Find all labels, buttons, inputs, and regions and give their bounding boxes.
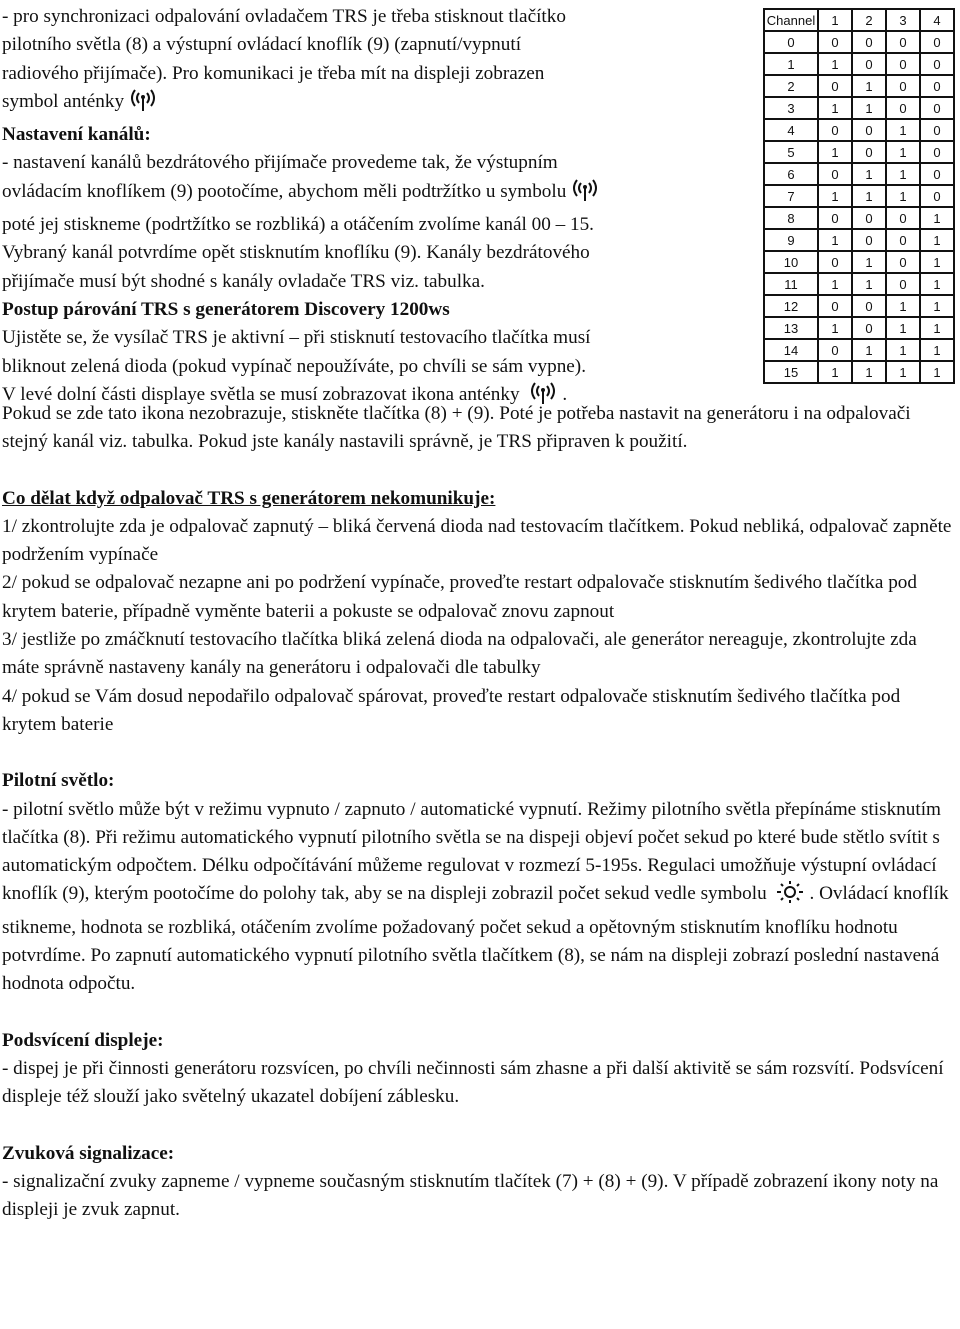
switch-bit-cell: 0 bbox=[818, 163, 852, 185]
antenna-icon bbox=[125, 88, 161, 121]
intro-line: pilotního světla (8) a výstupní ovládací knoflík (9) (zapnutí/vypnutí bbox=[2, 34, 522, 56]
top-text bbox=[2, 3, 762, 414]
switch-bit-cell: 0 bbox=[852, 141, 886, 163]
col-header: 2 bbox=[852, 9, 886, 31]
trouble-item: 1/ zkontrolujte zda je odpalovač zapnutý – bliká červená dioda nad testovacím tlačítkem. Pokud nebliká, odpalovač zapněte podržením vypínače bbox=[2, 515, 952, 566]
switch-bit-cell: 0 bbox=[920, 141, 954, 163]
col-header: 1 bbox=[818, 9, 852, 31]
channel-number-cell: 8 bbox=[764, 207, 818, 229]
channel-number-cell: 2 bbox=[764, 75, 818, 97]
switch-bit-cell: 1 bbox=[920, 273, 954, 295]
table-row bbox=[764, 31, 954, 53]
switch-bit-cell: 0 bbox=[818, 75, 852, 97]
switch-bit-cell: 1 bbox=[886, 317, 920, 339]
switch-bit-cell: 0 bbox=[818, 119, 852, 141]
switch-bit-cell: 1 bbox=[886, 163, 920, 185]
top-section bbox=[2, 3, 958, 405]
table-row bbox=[764, 97, 954, 119]
backlight-heading: Podsvícení displeje: bbox=[2, 1029, 164, 1051]
antenna-icon bbox=[567, 178, 603, 211]
table-row bbox=[764, 361, 954, 383]
switch-bit-cell: 0 bbox=[920, 119, 954, 141]
channels-line: Vybraný kanál potvrdíme opět stisknutím knoflíku (9). Kanály bezdrátového bbox=[2, 242, 590, 264]
channel-number-cell: 10 bbox=[764, 251, 818, 273]
channels-line: přijímače musí být shodné s kanály ovladače TRS viz. tabulka. bbox=[2, 270, 485, 292]
switch-bit-cell: 1 bbox=[852, 163, 886, 185]
table-row bbox=[764, 273, 954, 295]
switch-bit-cell: 1 bbox=[852, 339, 886, 361]
intro-line: radiového přijímače). Pro komunikaci je třeba mít na displeji zobrazen bbox=[2, 62, 545, 84]
pairing-heading: Postup párování TRS s generátorem Discovery 1200ws bbox=[2, 298, 450, 320]
channel-number-cell: 1 bbox=[764, 53, 818, 75]
channel-number-cell: 5 bbox=[764, 141, 818, 163]
backlight-text: - dispej je při činnosti generátoru rozsvícen, po chvíli nečinnosti sám zhasne a při další aktivitě se sám rozsvítí. Podsvícení displeje též slouží jako světelný ukazatel dobíjení záblesku. bbox=[2, 1057, 944, 1108]
table-row bbox=[764, 295, 954, 317]
switch-bit-cell: 1 bbox=[920, 361, 954, 383]
col-header: 4 bbox=[920, 9, 954, 31]
switch-bit-cell: 0 bbox=[852, 207, 886, 229]
channel-number-cell: 11 bbox=[764, 273, 818, 295]
table-row bbox=[764, 185, 954, 207]
switch-bit-cell: 0 bbox=[818, 31, 852, 53]
channel-number-cell: 9 bbox=[764, 229, 818, 251]
switch-bit-cell: 1 bbox=[920, 229, 954, 251]
channel-number-cell: 14 bbox=[764, 339, 818, 361]
switch-bit-cell: 1 bbox=[920, 339, 954, 361]
channels-heading: Nastavení kanálů: bbox=[2, 124, 151, 146]
switch-bit-cell: 0 bbox=[920, 53, 954, 75]
trouble-item: 3/ jestliže po zmáčknutí testovacího tlačítka bliká zelená dioda na odpalovači, ale generátor nereaguje, zkontrolujte zda máte správně nastaveny kanály na generátoru i odpalovači dle tabulky bbox=[2, 629, 917, 679]
table-row bbox=[764, 141, 954, 163]
switch-bit-cell: 1 bbox=[818, 273, 852, 295]
switch-bit-cell: 1 bbox=[818, 317, 852, 339]
switch-bit-cell: 0 bbox=[852, 317, 886, 339]
table-row bbox=[764, 207, 954, 229]
switch-bit-cell: 0 bbox=[920, 31, 954, 53]
channel-number-cell: 13 bbox=[764, 317, 818, 339]
switch-bit-cell: 1 bbox=[852, 75, 886, 97]
trouble-item: 4/ pokud se Vám dosud nepodařilo odpalovač spárovat, proveďte restart odpalovače stisknutím šedivého tlačítka pod krytem baterie bbox=[2, 685, 901, 735]
switch-bit-cell: 0 bbox=[852, 119, 886, 141]
switch-bit-cell: 1 bbox=[886, 185, 920, 207]
switch-bit-cell: 1 bbox=[886, 295, 920, 317]
channel-table-wrap bbox=[763, 8, 955, 384]
switch-bit-cell: 1 bbox=[852, 97, 886, 119]
pairing-text-end: . bbox=[562, 383, 568, 405]
switch-bit-cell: 1 bbox=[852, 185, 886, 207]
channel-number-cell: 6 bbox=[764, 163, 818, 185]
pilot-heading: Pilotní světlo: bbox=[2, 770, 115, 792]
table-row bbox=[764, 163, 954, 185]
pilot-text-part: . Ovládací knoflík stikneme, hodnota se rozbliká, otáčením zvolíme požadovaný počet sekud a opětovným stisknutím knoflíku hodnotu potvrdíme. Po zapnutí automatického vypnutí pilotního světla tlačítkem (8), se nám na displeji zobrazí poslední nastavená hodnota odpočtu. bbox=[2, 883, 949, 995]
switch-bit-cell: 0 bbox=[886, 97, 920, 119]
sound-text: - signalizační zvuky zapneme / vypneme současným stisknutím tlačítek (7) + (8) + (9). V případě zobrazení ikony noty na displeji je zvuk zapnut. bbox=[2, 1170, 939, 1221]
pairing-continued: Pokud se zde tato ikona nezobrazuje, stiskněte tlačítka (8) + (9). Poté je potřeba nastavit na generátoru i na odpalovači stejný kanál viz. tabulka. Pokud jste kanály nastavili správně, je TRS připraven k použití. bbox=[2, 403, 911, 453]
intro-text: symbol anténky bbox=[2, 90, 125, 112]
table-row bbox=[764, 251, 954, 273]
switch-bit-cell: 0 bbox=[852, 31, 886, 53]
switch-bit-cell: 0 bbox=[886, 273, 920, 295]
switch-bit-cell: 1 bbox=[852, 273, 886, 295]
channels-text: ovládacím knoflíkem (9) pootočíme, abychom měli podtržítko u symbolu bbox=[2, 180, 567, 202]
table-row bbox=[764, 229, 954, 251]
trouble-heading: Co dělat když odpalovač TRS s generátorem nekomunikuje: bbox=[2, 487, 496, 509]
switch-bit-cell: 0 bbox=[920, 75, 954, 97]
switch-bit-cell: 1 bbox=[886, 141, 920, 163]
switch-bit-cell: 0 bbox=[886, 251, 920, 273]
switch-bit-cell: 1 bbox=[818, 185, 852, 207]
channel-number-cell: 12 bbox=[764, 295, 818, 317]
switch-bit-cell: 0 bbox=[852, 295, 886, 317]
pairing-line bbox=[2, 381, 762, 414]
table-row bbox=[764, 119, 954, 141]
switch-bit-cell: 1 bbox=[818, 53, 852, 75]
channel-table-body bbox=[764, 31, 954, 383]
document-page bbox=[2, 3, 958, 1224]
intro-line bbox=[2, 88, 762, 121]
switch-bit-cell: 0 bbox=[852, 53, 886, 75]
switch-bit-cell: 1 bbox=[920, 295, 954, 317]
switch-bit-cell: 1 bbox=[818, 229, 852, 251]
switch-bit-cell: 0 bbox=[852, 229, 886, 251]
channels-line: poté jej stiskneme (podrtžítko se rozbliká) a otáčením zvolíme kanál 00 – 15. bbox=[2, 214, 594, 236]
switch-bit-cell: 1 bbox=[886, 361, 920, 383]
switch-bit-cell: 0 bbox=[886, 207, 920, 229]
antenna-icon bbox=[525, 381, 561, 414]
channel-table bbox=[763, 8, 955, 384]
channel-number-cell: 15 bbox=[764, 361, 818, 383]
channels-line: - nastavení kanálů bezdrátového přijímače provedeme tak, že výstupním bbox=[2, 152, 558, 174]
channel-number-cell: 3 bbox=[764, 97, 818, 119]
channel-table-header-row bbox=[764, 9, 954, 31]
table-row bbox=[764, 339, 954, 361]
pairing-line: Ujistěte se, že vysílač TRS je aktivní – při stisknutí testovacího tlačítka musí bbox=[2, 327, 591, 349]
switch-bit-cell: 0 bbox=[920, 97, 954, 119]
pairing-line: bliknout zelená dioda (pokud vypínač nepoužíváte, po chvíli se sám vypne). bbox=[2, 355, 586, 377]
sound-heading: Zvuková signalizace: bbox=[2, 1142, 175, 1164]
pilot-text-part: - pilotní světlo může být v režimu vypnuto / zapnuto / automatické vypnutí. Režimy pilotního světla přepínáme stisknutím tlačítka (8). Při režimu automatického vypnutí pilotního světla se na dispeji objeví počet sekud po které bude stětlo svítit s automatickým odpočtem. Délku odpočítávání můžeme regulovat v rozmezí 5-195s. Regulaci umožňuje výstupní ovládací knoflík (9), kterým pootočíme do polohy tak, aby se na displeji zobrazil počet sekud vedle symbolu bbox=[2, 798, 941, 905]
sun-icon bbox=[772, 880, 808, 913]
switch-bit-cell: 1 bbox=[920, 251, 954, 273]
switch-bit-cell: 0 bbox=[818, 339, 852, 361]
switch-bit-cell: 1 bbox=[852, 251, 886, 273]
intro-line: - pro synchronizaci odpalování ovladačem TRS je třeba stisknout tlačítko bbox=[2, 6, 566, 27]
switch-bit-cell: 1 bbox=[920, 317, 954, 339]
col-header: 3 bbox=[886, 9, 920, 31]
switch-bit-cell: 1 bbox=[818, 97, 852, 119]
switch-bit-cell: 0 bbox=[818, 295, 852, 317]
col-header: Channel bbox=[764, 9, 818, 31]
switch-bit-cell: 1 bbox=[886, 119, 920, 141]
switch-bit-cell: 0 bbox=[920, 163, 954, 185]
switch-bit-cell: 1 bbox=[818, 361, 852, 383]
channel-number-cell: 4 bbox=[764, 119, 818, 141]
pairing-text: V levé dolní části displaye světla se musí zobrazovat ikona anténky bbox=[2, 383, 520, 405]
table-row bbox=[764, 75, 954, 97]
switch-bit-cell: 0 bbox=[886, 53, 920, 75]
switch-bit-cell: 0 bbox=[886, 229, 920, 251]
switch-bit-cell: 0 bbox=[818, 207, 852, 229]
switch-bit-cell: 0 bbox=[886, 31, 920, 53]
switch-bit-cell: 0 bbox=[818, 251, 852, 273]
trouble-item: 2/ pokud se odpalovač nezapne ani po podržení vypínače, proveďte restart odpalovače stisknutím šedivého tlačítka pod krytem baterie, případně vyměnte baterii a pokuste se odpalovač znovu zapnout bbox=[2, 572, 917, 622]
table-row bbox=[764, 317, 954, 339]
switch-bit-cell: 0 bbox=[920, 185, 954, 207]
switch-bit-cell: 1 bbox=[852, 361, 886, 383]
switch-bit-cell: 1 bbox=[920, 207, 954, 229]
channel-number-cell: 0 bbox=[764, 31, 818, 53]
channels-line bbox=[2, 178, 762, 211]
switch-bit-cell: 1 bbox=[818, 141, 852, 163]
channel-number-cell: 7 bbox=[764, 185, 818, 207]
table-row bbox=[764, 53, 954, 75]
switch-bit-cell: 1 bbox=[886, 339, 920, 361]
switch-bit-cell: 0 bbox=[886, 75, 920, 97]
pilot-text bbox=[2, 796, 958, 999]
